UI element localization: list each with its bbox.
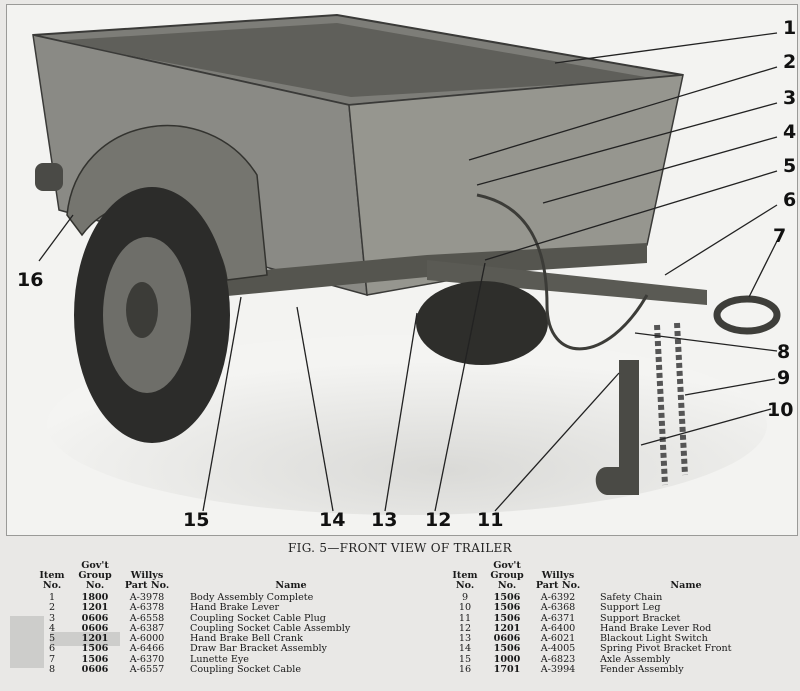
- callout-10: 10: [767, 399, 794, 421]
- willys-part-no: A-6371: [540, 612, 576, 624]
- govt-group-no: 1506: [493, 643, 521, 655]
- willys-part-no: A-6400: [540, 622, 576, 634]
- callout-8: 8: [777, 341, 791, 363]
- callout-4: 4: [783, 121, 797, 143]
- govt-group-no: 1201: [493, 622, 521, 634]
- part-name: Spring Pivot Bracket Front: [600, 643, 732, 655]
- part-name: Coupling Socket Cable: [190, 664, 302, 676]
- figure-caption: FIG. 5—FRONT VIEW OF TRAILER: [288, 541, 512, 555]
- willys-part-no: A-6823: [540, 653, 576, 665]
- willys-part-no: A-6370: [129, 653, 165, 665]
- header-item: Item No.: [452, 570, 478, 591]
- govt-group-no: 1701: [493, 664, 521, 676]
- item-no: 5: [48, 633, 56, 645]
- item-no: 9: [461, 592, 469, 603]
- govt-group-no: 0606: [81, 612, 109, 624]
- item-no: 10: [458, 602, 472, 614]
- item-no: 15: [458, 653, 472, 665]
- item-no: 1: [48, 592, 56, 603]
- govt-group-no: 1201: [81, 633, 109, 645]
- willys-part-no: A-6558: [129, 612, 165, 624]
- willys-part-no: A-6387: [129, 622, 165, 634]
- header-item: Item No.: [39, 570, 65, 591]
- willys-part-no: A-6368: [540, 602, 576, 614]
- part-name: Lunette Eye: [190, 653, 249, 665]
- table-header-row: [32, 561, 406, 593]
- govt-group-no: 1000: [493, 653, 521, 665]
- table-header-row: [446, 561, 786, 593]
- govt-group-no: 1201: [81, 602, 109, 614]
- callout-13: 13: [371, 509, 398, 531]
- item-no: 4: [48, 622, 56, 634]
- callout-6: 6: [783, 189, 797, 211]
- header-willys-part: Willys Part No.: [535, 570, 581, 591]
- govt-group-no: 0606: [493, 633, 521, 645]
- trailer-illustration: [7, 5, 797, 535]
- part-name: Fender Assembly: [600, 664, 684, 676]
- callout-15: 15: [183, 509, 210, 531]
- far-wheel: [416, 281, 548, 365]
- willys-part-no: A-6466: [129, 643, 165, 655]
- callout-12: 12: [425, 509, 452, 531]
- part-name: Coupling Socket Cable Plug: [190, 612, 326, 624]
- table-row: [446, 665, 786, 675]
- callout-2: 2: [783, 51, 797, 73]
- part-name: Hand Brake Bell Crank: [190, 633, 303, 645]
- parts-table-left: [32, 561, 406, 675]
- callout-5: 5: [783, 155, 797, 177]
- item-no: 2: [48, 602, 56, 614]
- callout-7: 7: [773, 225, 787, 247]
- govt-group-no: 1506: [81, 643, 109, 655]
- item-no: 7: [48, 653, 56, 665]
- willys-part-no: A-6392: [540, 592, 576, 603]
- part-name: Axle Assembly: [600, 653, 671, 665]
- part-name: Support Leg: [600, 602, 661, 614]
- part-name: Hand Brake Lever Rod: [600, 622, 712, 634]
- callout-3: 3: [783, 87, 797, 109]
- govt-group-no: 0606: [81, 664, 109, 676]
- callout-14: 14: [319, 509, 346, 531]
- part-name: Safety Chain: [600, 592, 663, 603]
- willys-part-no: A-6021: [540, 633, 576, 645]
- part-name: Body Assembly Complete: [190, 592, 314, 603]
- header-name: Name: [670, 580, 702, 591]
- trailer-photo: [6, 4, 798, 536]
- callout-1: 1: [783, 17, 797, 39]
- part-name: Draw Bar Bracket Assembly: [190, 643, 327, 655]
- part-name: Blackout Light Switch: [600, 633, 708, 645]
- callout-9: 9: [777, 367, 791, 389]
- header-govt-group: Gov't Group No.: [78, 560, 112, 591]
- willys-part-no: A-4005: [540, 643, 576, 655]
- part-name: Support Bracket: [600, 612, 681, 624]
- item-no: 12: [458, 622, 472, 634]
- govt-group-no: 1506: [81, 653, 109, 665]
- willys-part-no: A-3978: [129, 592, 165, 603]
- item-no: 6: [48, 643, 56, 655]
- item-no: 13: [458, 633, 472, 645]
- willys-part-no: A-3994: [540, 664, 576, 676]
- item-no: 14: [458, 643, 472, 655]
- part-name: Hand Brake Lever: [190, 602, 280, 614]
- govt-group-no: 1506: [493, 602, 521, 614]
- item-no: 8: [48, 664, 56, 676]
- govt-group-no: 1506: [493, 612, 521, 624]
- govt-group-no: 0606: [81, 622, 109, 634]
- item-no: 3: [48, 612, 56, 624]
- header-name: Name: [275, 580, 307, 591]
- callout-16: 16: [17, 269, 44, 291]
- callout-11: 11: [477, 509, 504, 531]
- willys-part-no: A-6557: [129, 664, 165, 676]
- willys-part-no: A-6378: [129, 602, 165, 614]
- item-no: 11: [458, 612, 472, 624]
- govt-group-no: 1506: [493, 592, 521, 603]
- header-willys-part: Willys Part No.: [124, 570, 170, 591]
- willys-part-no: A-6000: [129, 633, 165, 645]
- table-row: [32, 665, 406, 675]
- govt-group-no: 1800: [81, 592, 109, 603]
- parts-table-right: [446, 561, 786, 675]
- header-govt-group: Gov't Group No.: [490, 560, 524, 591]
- part-name: Coupling Socket Cable Assembly: [190, 622, 351, 634]
- item-no: 16: [458, 664, 472, 676]
